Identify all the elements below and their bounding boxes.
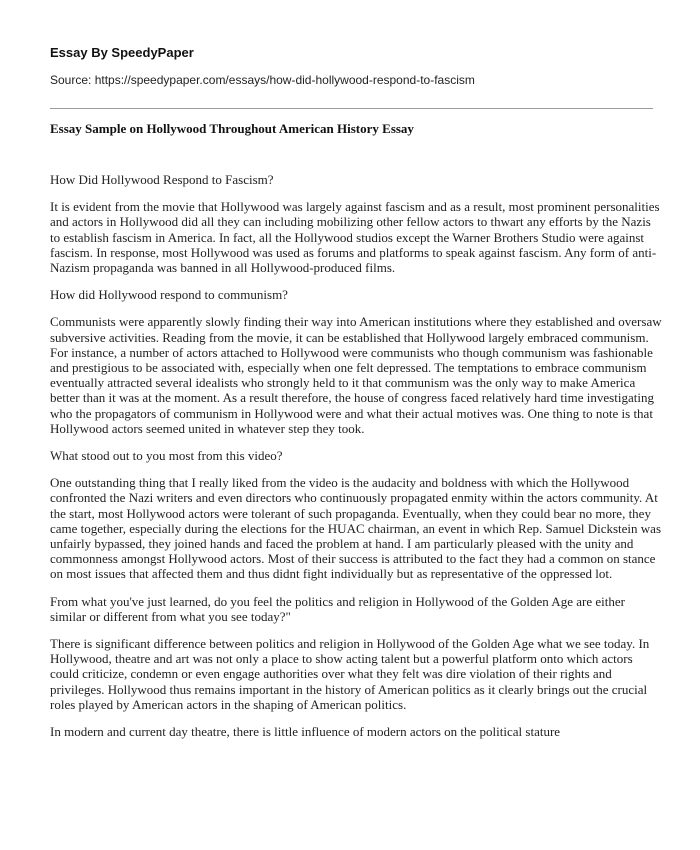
body-paragraph: Communists were apparently slowly finding their way into American institutions where they established and oversaw subversive activities. Reading from the movie, it can be established that Hollywood largely embraced communism. For instance, a number of actors attached to Hollywood were communists who though communism was fashionable and prestigious to be associated with, especially when one felt depressed. The temptations to embrace communism eventually attracted several idealists who strongly held to it that communism was the only way to make America better than it was at the moment. As a result therefore, the house of congress faced relatively hard time investigating who the propagators of communism in Hollywood were and what their actual motives was. One thing to note is that Hollywood actors seemed united in whatever step they took. — [50, 314, 662, 436]
question-heading: From what you've just learned, do you feel the politics and religion in Hollywood of the Golden Age are either similar or different from what you see today?" — [50, 593, 625, 624]
question-heading: What stood out to you most from this video? — [50, 448, 283, 464]
body-paragraph: In modern and current day theatre, there is little influence of modern actors on the political stature — [50, 724, 561, 740]
source-url: Source: https://speedypaper.com/essays/how-did-hollywood-respond-to-fascism — [50, 73, 475, 87]
body-paragraph: There is significant difference between politics and religion in Hollywood of the Golden Age what we see today. In Hollywood, theatre and art was not only a place to show acting talent but a powerful platform onto which actors could criticize, condemn or even engage authorities over what they felt was dire violation of their rights and privileges. Hollywood thus remains important in the history of American politics as it clearly brings out the crucial roles played by American actors in the shaping of American politics. — [50, 636, 650, 712]
essay-body — [50, 172, 662, 751]
essay-title: Essay Sample on Hollywood Throughout American History Essay — [50, 121, 414, 136]
body-paragraph: It is evident from the movie that Hollywood was largely against fascism and as a result, most prominent personalities and actors in Hollywood did all they can including mobilizing other fellow actors to thwart any efforts by the Nazis to establish fascism in America. In fact, all the Hollywood studios except the Warner Brothers Studio were against fascism. In response, most Hollywood was used as forums and platforms to speak against fascism. Any form of anti-Nazism propaganda was banned in all Hollywood-produced films. — [50, 199, 660, 276]
document-header-title: Essay By SpeedyPaper — [50, 45, 194, 60]
body-paragraph: One outstanding thing that I really liked from the video is the audacity and boldness with which the Hollywood confronted the Nazi writers and even directors who continuously propagated enmity within the actors community. At the start, most Hollywood actors were tolerant of such propaganda. Eventually, when they could bear no more, they came together, especially during the elections for the HUAC chairman, an event in which Rep. Samuel Dickstein was unfairly bypassed, they joined hands and faced the problem at hand. I am particularly pleased with the unity and commonness amongst Hollywood actors. Most of their success is attributed to the fact they had a common on stance on most issues that affected them and thus didnt fight individually but as representative of the oppressed lot. — [50, 475, 662, 582]
question-heading: How did Hollywood respond to communism? — [50, 287, 288, 303]
header-divider — [50, 108, 653, 109]
question-heading: How Did Hollywood Respond to Fascism? — [50, 172, 274, 187]
